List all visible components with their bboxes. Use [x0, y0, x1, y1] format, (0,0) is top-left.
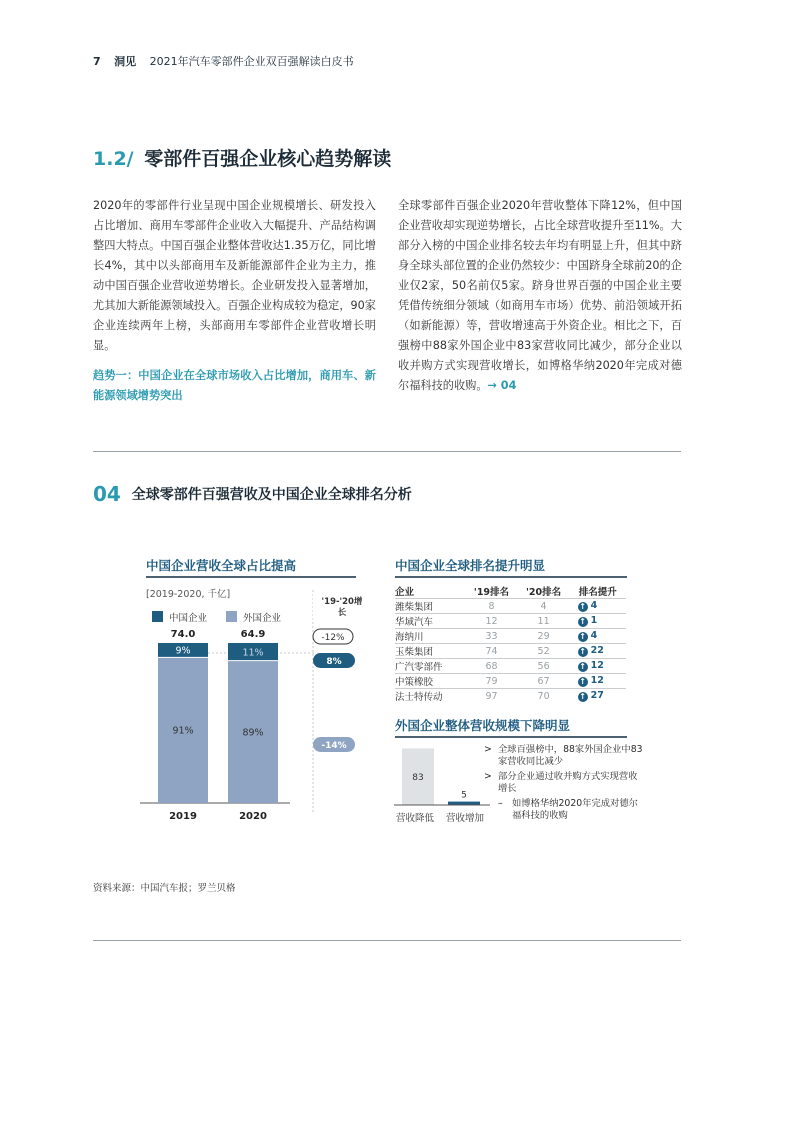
label-total-2019: 74.0 [170, 629, 196, 640]
table-row [395, 689, 626, 704]
rank-2020-cell: 56 [518, 659, 570, 674]
company-cell: 海纳川 [395, 629, 465, 644]
share-chart-subtitle: [2019-2020, 千亿] [146, 589, 231, 600]
rank-table-title-rule [395, 576, 627, 578]
growth-header [313, 592, 370, 622]
rank-2019-cell: 12 [465, 614, 517, 629]
growth-header-line-2: 长 [337, 608, 347, 618]
section-title [93, 144, 391, 171]
col-rank-change: 排名提升 [578, 587, 617, 598]
trend-heading: 趋势一：中国企业在全球市场收入占比增加，商用车、新能源领域增势突出 [93, 369, 376, 402]
table-row [395, 599, 626, 614]
right-paragraph-text: 全球零部件百强企业2020年营收整体下降12%，但中国企业营收却实现逆势增长，占比全球营收提升至11%。大部分入榜的中国企业排名较去年均有明显上升，但其中跻身全球头部位置的企业仍然较少：中国跻身全球前20的企业仅2家，50名前仅5家。跻身世界百强的中国企业主要凭借传统细分领域（如商用车市场）优势、前沿领域开拓（如新能源）等，营收增速高于外资企业。相比之下，百强榜中88家外国企业中83家营收同比减少，部分企业以收并购方式实现营收增长，如博格华纳2020年完成对德尔福科技的收购。 [398, 199, 682, 392]
right-paragraph [398, 196, 682, 396]
share-chart-title: 中国企业营收全球占比提高 [146, 558, 297, 573]
foreign-chart-title-rule [395, 736, 627, 738]
share-chart-title-rule [146, 576, 356, 578]
company-cell: 华域汽车 [395, 614, 465, 629]
growth-china-label: 8% [326, 657, 342, 667]
rank-change-value: 27 [590, 690, 604, 701]
arrow-up-icon: ↑ [579, 647, 586, 656]
share-chart [140, 590, 380, 822]
company-cell: 玉柴集团 [395, 644, 465, 659]
rank-change-cell [570, 659, 626, 674]
growth-total-label: -12% [321, 633, 345, 643]
rank-2020-cell: 70 [518, 689, 570, 704]
foreign-cat-decline: 营收降低 [396, 813, 435, 824]
figure-title [93, 482, 412, 506]
note-3 [484, 798, 644, 822]
table-row [395, 629, 626, 644]
label-china-2020: 11% [242, 647, 264, 659]
rank-2020-cell: 11 [518, 614, 570, 629]
rank-2019-cell: 33 [465, 629, 517, 644]
arrow-up-icon: ↑ [579, 632, 586, 641]
note-3-text: 如博格华纳2020年完成对德尔福科技的收购 [512, 798, 638, 821]
arrow-up-icon: ↑ [579, 677, 586, 686]
page-number: 7 [93, 55, 101, 68]
foreign-bars [402, 748, 480, 805]
header-brand: 洞见 [114, 55, 137, 68]
rank-change-value: 12 [590, 660, 604, 671]
rank-2019-cell: 79 [465, 674, 517, 689]
page-header [93, 53, 354, 69]
arrow-up-icon: ↑ [579, 602, 586, 611]
rank-table-header [395, 584, 626, 599]
note-1-text: 全球百强榜中，88家外国企业中83家营收同比减少 [498, 744, 643, 767]
section-heading: 零部件百强企业核心趋势解读 [144, 148, 392, 170]
figure-reference-link[interactable]: → 04 [487, 379, 517, 392]
body-left-column [93, 196, 376, 406]
arrow-up-icon: ↑ [579, 662, 586, 671]
company-cell: 广汽零部件 [395, 659, 465, 674]
rank-2019-cell: 97 [465, 689, 517, 704]
body-right-column [398, 196, 682, 396]
left-paragraph: 2020年的零部件行业呈现中国企业规模增长、研发投入占比增加、商用车零部件企业收入大幅提升、产品结构调整四大特点。中国百强企业整体营收达1.35万亿，同比增长4%，其中以头部商用车及新能源部件企业为主力，推动中国百强企业营收逆势增长。企业研发投入显著增加，尤其加大新能源领域投入。百强企业构成较为稳定，90家企业连续两年上榜，头部商用车零部件企业营收增长明显。 [93, 199, 376, 352]
label-total-2020: 64.9 [240, 629, 266, 640]
source-note: 资料来源：中国汽车报；罗兰贝格 [93, 883, 236, 894]
rank-2019-cell: 8 [465, 599, 517, 614]
rank-2019-cell: 74 [465, 644, 517, 659]
foreign-notes [484, 744, 644, 822]
figure-number: 04 [93, 482, 121, 506]
note-3-marker: – [498, 798, 503, 809]
rank-change-value: 22 [590, 645, 604, 656]
company-cell: 法士特传动 [395, 689, 465, 704]
rank-change-cell [570, 599, 626, 614]
label-foreign-2019: 91% [172, 725, 194, 737]
table-row [395, 614, 626, 629]
rank-2020-cell: 52 [518, 644, 570, 659]
col-rank-2019: '19排名 [473, 587, 510, 598]
rank-2020-cell: 4 [518, 599, 570, 614]
rank-change-cell [570, 689, 626, 704]
growth-china-pill [313, 653, 355, 668]
label-china-2019: 9% [175, 645, 191, 657]
value-label-营收增加: 5 [461, 790, 467, 801]
rank-change-value: 12 [590, 675, 604, 686]
x-label-2019: 2019 [169, 811, 197, 822]
table-row [395, 674, 626, 689]
growth-header-line-1: '19-'20增 [321, 597, 363, 607]
rank-change-value: 1 [590, 615, 598, 626]
arrow-up-icon: ↑ [579, 692, 586, 701]
note-2 [484, 771, 644, 795]
rank-change-value: 4 [590, 630, 598, 641]
col-rank-2020: '20排名 [526, 587, 562, 598]
foreign-chart-title: 外国企业整体营收规模下降明显 [395, 718, 571, 733]
note-1-marker: > [484, 744, 492, 755]
value-label-营收降低: 83 [412, 773, 424, 784]
x-label-2020: 2020 [239, 811, 267, 822]
legend-foreign-label: 外国企业 [243, 613, 282, 624]
rank-change-cell [570, 674, 626, 689]
section-number: 1.2/ [93, 148, 134, 170]
rank-change-cell [570, 644, 626, 659]
note-1 [484, 744, 644, 768]
figure-heading: 全球零部件百强营收及中国企业全球排名分析 [131, 487, 412, 503]
legend-china-label: 中国企业 [169, 613, 208, 624]
company-cell: 中策橡胶 [395, 674, 465, 689]
rank-table-title: 中国企业全球排名提升明显 [395, 558, 546, 573]
share-bars [158, 629, 278, 822]
rank-change-cell [570, 614, 626, 629]
rank-table [395, 584, 626, 703]
divider-bottom [93, 940, 681, 941]
rank-2020-cell: 67 [518, 674, 570, 689]
rank-change-value: 4 [590, 600, 598, 611]
divider-top [93, 451, 681, 452]
note-2-marker: > [484, 771, 492, 782]
growth-total-pill [313, 629, 353, 644]
table-row [395, 659, 626, 674]
growth-foreign-pill [313, 737, 355, 752]
rank-2019-cell: 68 [465, 659, 517, 674]
table-row [395, 644, 626, 659]
rank-table-body [395, 599, 626, 704]
growth-foreign-label: -14% [321, 741, 347, 751]
company-cell: 潍柴集团 [395, 599, 465, 614]
arrow-up-icon: ↑ [579, 617, 586, 626]
foreign-cat-growth: 营收增加 [446, 813, 485, 824]
col-company: 企业 [395, 587, 415, 598]
header-title: 2021年汽车零部件企业双百强解读白皮书 [149, 55, 354, 68]
label-foreign-2020: 89% [242, 727, 264, 739]
rank-change-cell [570, 629, 626, 644]
bar-营收增加 [448, 802, 480, 805]
rank-2020-cell: 29 [518, 629, 570, 644]
note-2-text: 部分企业通过收并购方式实现营收增长 [498, 771, 638, 794]
